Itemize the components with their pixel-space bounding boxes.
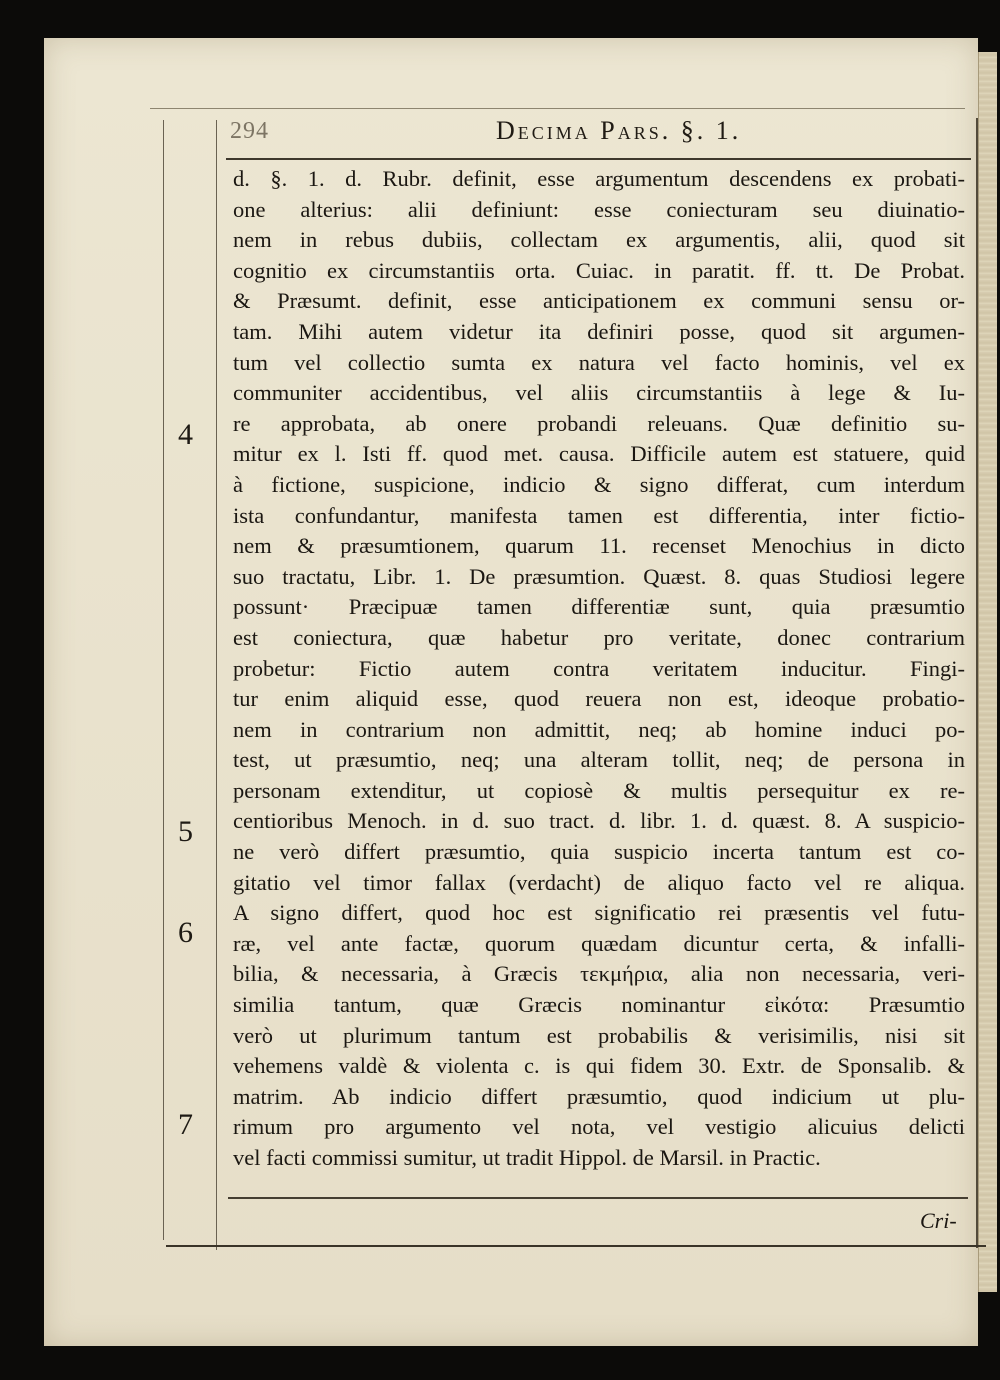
text-line: probetur: Fictio autem contra veritatem inducitur. Fingi- [233,655,965,681]
text-line: matrim. Ab indicio differt præsumtio, quod indicium ut plu- [233,1083,965,1109]
text-line: ræ, vel ante factæ, quorum quædam dicuntur certa, & infalli- [233,930,965,956]
catchword: Cri- [920,1208,957,1233]
text-line: rimum pro argumento vel nota, vel vestigio alicuius delicti [233,1114,965,1140]
text-line: nem & præsumtionem, quarum 11. recenset Menochius in dicto [233,533,965,559]
text-line: tum vel collectio sumta ex natura vel facto hominis, vel ex [233,349,965,375]
page-header [226,116,966,156]
text-line: mitur ex l. Isti ff. quod met. causa. Difficile autem est statuere, quid [233,441,965,467]
text-line: ne verò differt præsumtio, quia suspicio incerta tantum est co- [233,839,965,865]
text-line: bilia, & necessaria, à Græcis τεκμήρια, alia non necessaria, veri- [233,961,965,987]
text-line: re approbata, ab onere probandi releuans. Quæ definitio su- [233,410,965,436]
text-block-right-rule [976,118,978,1248]
page-number: 294 [230,118,269,144]
text-line: communiter accidentibus, vel aliis circumstantiis à lege & Iu- [233,380,965,406]
header-rule [226,158,971,160]
text-line: tam. Mihi autem videtur ita definiri posse, quod sit argumen- [233,318,965,344]
text-line: centioribus Menoch. in d. suo tract. d. libr. 1. d. quæst. 8. A suspicio- [233,808,965,834]
text-line: nem in contrarium non admittit, neq; ab homine induci po- [233,716,965,742]
margin-number: 6 [178,916,193,949]
text-line: nem in rebus dubiis, collectam ex argumentis, alii, quod sit [233,227,965,253]
text-line: gitatio vel timor fallax (verdacht) de aliquo facto vel re aliqua. [233,869,965,895]
footer-rule [166,1245,986,1247]
text-line: one alterius: alii definiunt: esse coniecturam seu diuinatio- [233,196,965,222]
text-line: cognitio ex circumstantiis orta. Cuiac. in paratit. ff. tt. De Probat. [233,257,965,283]
running-title: Decima Pars. §. 1. [496,116,742,145]
text-line: vel facti commissi sumitur, ut tradit Hippol. de Marsil. in Practic. [233,1145,821,1170]
text-line: d. §. 1. d. Rubr. definit, esse argumentum descendens ex probati- [233,166,965,191]
text-line: vehemens valdè & violenta c. is qui fidem 30. Extr. de Sponsalib. & [233,1053,965,1079]
margin-number: 5 [178,815,193,848]
text-line: possunt· Præcipuæ tamen differentiæ sunt, quia præsumtio [233,594,965,620]
text-line: similia tantum, quæ Græcis nominantur εἰκότα: Præsumtio [233,992,965,1018]
text-line: ista confundantur, manifesta tamen est differentia, inter fictio- [233,502,965,528]
margin-number: 4 [178,418,193,451]
text-line: suo tractatu, Libr. 1. De præsumtion. Quæst. 8. quas Studiosi legere [233,563,965,589]
margin-number: 7 [178,1108,193,1141]
page-edge [978,52,997,1292]
text-line: verò ut plurimum tantum est probabilis & verisimilis, nisi sit [233,1022,965,1048]
body-text [233,164,965,1174]
text-line: est coniectura, quæ habetur pro veritate, donec contrarium [233,624,965,650]
bottom-rule [228,1197,968,1199]
margin-rule-inner [216,120,217,1250]
text-line: test, ut præsumtio, neq; una alteram tollit, neq; de persona in [233,747,965,773]
text-line: A signo differt, quod hoc est significatio rei præsentis vel futu- [233,900,965,926]
margin-rule-outer [163,120,164,1240]
text-line: tur enim aliquid esse, quod reuera non est, ideoque probatio- [233,686,965,712]
text-line: à fictione, suspicione, indicio & signo differat, cum interdum [233,471,965,497]
text-line: personam extenditur, ut copiosè & multis persequitur ex re- [233,777,965,803]
text-line: & Præsumt. definit, esse anticipationem ex communi sensu or- [233,288,965,314]
top-rule [150,108,965,109]
